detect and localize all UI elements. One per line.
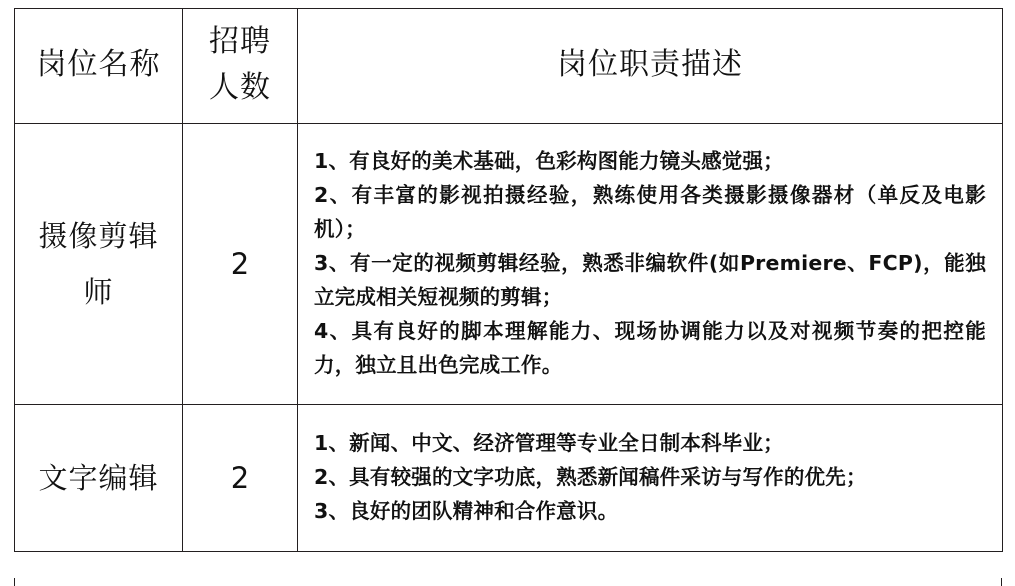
table-row — [15, 405, 1003, 552]
duty-line: 1、新闻、中文、经济管理等专业全日制本科毕业； — [314, 431, 784, 455]
recruitment-table — [14, 8, 1003, 552]
column-header-duties: 岗位职责描述 — [298, 9, 1003, 124]
cell-position-name: 摄像剪辑师 — [15, 124, 183, 405]
duty-line: 1、有良好的美术基础，色彩构图能力镜头感觉强； — [314, 149, 784, 173]
column-header-hire-count: 招聘人数 — [183, 9, 298, 124]
column-header-position-name: 岗位名称 — [15, 9, 183, 124]
cell-hire-count: 2 — [183, 124, 298, 405]
cell-duties — [298, 124, 1003, 405]
cell-hire-count: 2 — [183, 405, 298, 552]
duty-line: 3、有一定的视频剪辑经验，熟悉非编软件(如Premiere、FCP)，能独立完成相关短视频的剪辑； — [314, 251, 986, 309]
cell-duties — [298, 405, 1003, 552]
duty-line: 2、有丰富的影视拍摄经验，熟练使用各类摄影摄像器材（单反及电影机）； — [314, 183, 986, 241]
duty-line: 2、具有较强的文字功底，熟悉新闻稿件采访与写作的优先； — [314, 465, 867, 489]
cell-position-name: 文字编辑 — [15, 405, 183, 552]
table-row — [15, 124, 1003, 405]
table-continuation-edge — [14, 578, 1002, 586]
table-header-row — [15, 9, 1003, 124]
duty-line: 4、具有良好的脚本理解能力、现场协调能力以及对视频节奏的把控能力，独立且出色完成工作。 — [314, 319, 986, 377]
duty-line: 3、良好的团队精神和合作意识。 — [314, 499, 619, 523]
